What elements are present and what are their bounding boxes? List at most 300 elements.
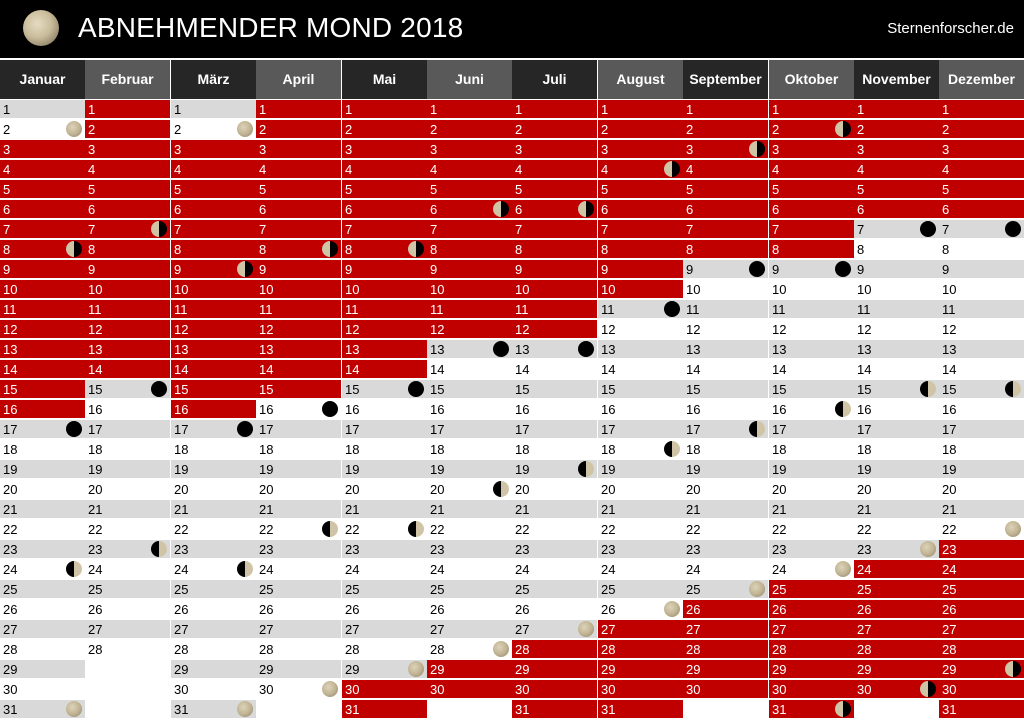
first-quarter-icon <box>749 421 765 437</box>
day-cell <box>342 640 427 659</box>
day-number: 20 <box>772 482 787 497</box>
day-number: 16 <box>857 402 872 417</box>
day-number: 23 <box>345 542 360 557</box>
day-number: 12 <box>772 322 787 337</box>
day-number: 30 <box>3 682 18 697</box>
day-number: 28 <box>686 642 701 657</box>
day-number: 31 <box>942 702 957 717</box>
day-cell <box>769 420 854 439</box>
day-cell <box>427 460 512 479</box>
day-number: 3 <box>772 142 780 157</box>
day-cell <box>683 480 768 499</box>
last-quarter-icon <box>151 221 167 237</box>
day-cell <box>769 620 854 639</box>
day-number: 23 <box>857 542 872 557</box>
month-header: Juni <box>427 60 512 99</box>
full-moon-icon <box>578 621 594 637</box>
day-number: 7 <box>601 222 609 237</box>
month-header: Mai <box>342 60 427 99</box>
day-cell <box>256 440 341 459</box>
day-number: 28 <box>857 642 872 657</box>
day-cell <box>85 340 170 359</box>
day-cell <box>512 500 597 519</box>
day-number: 6 <box>259 202 267 217</box>
day-number: 9 <box>686 262 694 277</box>
day-cell <box>939 580 1024 599</box>
day-number: 21 <box>3 502 18 517</box>
day-cell <box>854 140 939 159</box>
day-cell <box>512 280 597 299</box>
day-cell <box>683 660 768 679</box>
day-cell <box>939 220 1024 239</box>
day-cell <box>512 700 597 719</box>
day-cell <box>342 260 427 279</box>
month-column-8 <box>598 60 683 722</box>
last-quarter-icon <box>578 201 594 217</box>
day-cell <box>769 680 854 699</box>
day-number: 19 <box>174 462 189 477</box>
day-cell <box>0 320 85 339</box>
day-cell <box>171 300 256 319</box>
day-number: 2 <box>772 122 780 137</box>
day-number: 27 <box>686 622 701 637</box>
day-number: 13 <box>3 342 18 357</box>
day-number: 8 <box>174 242 182 257</box>
day-cell <box>939 460 1024 479</box>
day-cell <box>769 120 854 139</box>
day-cell <box>427 660 512 679</box>
new-moon-icon <box>237 421 253 437</box>
day-cell <box>427 440 512 459</box>
day-number: 6 <box>942 202 950 217</box>
day-number: 8 <box>857 242 865 257</box>
day-number: 15 <box>345 382 360 397</box>
day-number: 4 <box>259 162 267 177</box>
day-number: 15 <box>430 382 445 397</box>
day-cell <box>598 360 683 379</box>
day-cell <box>854 340 939 359</box>
day-number: 31 <box>772 702 787 717</box>
last-quarter-icon <box>237 261 253 277</box>
day-cell <box>512 160 597 179</box>
day-cell <box>854 580 939 599</box>
day-number: 30 <box>345 682 360 697</box>
last-quarter-icon <box>835 121 851 137</box>
day-number: 4 <box>857 162 865 177</box>
day-cell <box>0 260 85 279</box>
day-cell <box>342 500 427 519</box>
day-number: 14 <box>515 362 530 377</box>
day-cell <box>256 600 341 619</box>
day-number: 25 <box>942 582 957 597</box>
day-number: 4 <box>174 162 182 177</box>
day-number: 25 <box>174 582 189 597</box>
day-number: 7 <box>942 222 950 237</box>
day-cell <box>939 600 1024 619</box>
day-number: 22 <box>259 522 274 537</box>
day-number: 17 <box>259 422 274 437</box>
day-number: 25 <box>686 582 701 597</box>
day-cell <box>0 640 85 659</box>
day-number: 29 <box>259 662 274 677</box>
day-cell <box>256 400 341 419</box>
day-cell <box>85 460 170 479</box>
day-cell <box>85 160 170 179</box>
day-number: 10 <box>942 282 957 297</box>
day-number: 26 <box>3 602 18 617</box>
day-number: 20 <box>942 482 957 497</box>
day-number: 31 <box>174 702 189 717</box>
day-number: 26 <box>772 602 787 617</box>
day-cell <box>598 320 683 339</box>
day-number: 8 <box>686 242 694 257</box>
day-cell <box>854 680 939 699</box>
day-cell <box>598 620 683 639</box>
day-number: 18 <box>430 442 445 457</box>
day-number: 17 <box>174 422 189 437</box>
day-cell <box>256 260 341 279</box>
day-cell <box>0 100 85 119</box>
day-cell <box>769 580 854 599</box>
day-cell <box>683 540 768 559</box>
new-moon-icon <box>749 261 765 277</box>
day-cell <box>512 100 597 119</box>
day-number: 11 <box>686 302 700 317</box>
day-cell <box>427 640 512 659</box>
day-cell <box>512 340 597 359</box>
day-cell <box>769 260 854 279</box>
day-number: 17 <box>942 422 957 437</box>
day-cell <box>769 460 854 479</box>
day-cell <box>683 340 768 359</box>
first-quarter-icon <box>408 521 424 537</box>
day-number: 1 <box>601 102 609 117</box>
day-number: 1 <box>345 102 353 117</box>
day-number: 18 <box>174 442 189 457</box>
day-number: 12 <box>3 322 18 337</box>
day-cell <box>854 480 939 499</box>
day-cell <box>683 440 768 459</box>
day-number: 1 <box>942 102 950 117</box>
day-number: 20 <box>88 482 103 497</box>
day-cell <box>256 300 341 319</box>
day-cell <box>427 320 512 339</box>
day-number: 25 <box>3 582 18 597</box>
day-cell <box>0 160 85 179</box>
day-number: 25 <box>430 582 445 597</box>
day-number: 21 <box>345 502 360 517</box>
day-cell <box>427 580 512 599</box>
day-number: 26 <box>174 602 189 617</box>
day-number: 18 <box>88 442 103 457</box>
day-number: 6 <box>174 202 182 217</box>
day-number: 9 <box>345 262 353 277</box>
day-number: 18 <box>515 442 530 457</box>
day-number: 19 <box>430 462 445 477</box>
day-cell <box>171 200 256 219</box>
day-number: 30 <box>174 682 189 697</box>
day-number: 30 <box>942 682 957 697</box>
day-number: 5 <box>515 182 523 197</box>
day-number: 8 <box>601 242 609 257</box>
header-bar <box>0 0 1024 58</box>
last-quarter-icon <box>66 241 82 257</box>
day-cell <box>512 560 597 579</box>
day-cell <box>854 200 939 219</box>
day-cell <box>939 260 1024 279</box>
day-number: 12 <box>430 322 445 337</box>
day-number: 27 <box>259 622 274 637</box>
day-number: 28 <box>174 642 189 657</box>
day-cell <box>342 560 427 579</box>
day-number: 18 <box>345 442 360 457</box>
day-number: 1 <box>88 102 96 117</box>
day-number: 10 <box>259 282 274 297</box>
day-number: 31 <box>345 702 360 717</box>
day-cell <box>427 340 512 359</box>
day-number: 20 <box>857 482 872 497</box>
page-title: ABNEHMENDER MOND 2018 <box>78 12 464 43</box>
day-number: 13 <box>259 342 274 357</box>
day-number: 9 <box>259 262 267 277</box>
day-cell <box>427 680 512 699</box>
day-cell <box>598 560 683 579</box>
day-number: 16 <box>259 402 274 417</box>
day-cell <box>0 600 85 619</box>
day-cell <box>256 380 341 399</box>
first-quarter-icon <box>493 481 509 497</box>
day-cell <box>171 540 256 559</box>
day-number: 21 <box>601 502 616 517</box>
day-number: 21 <box>515 502 530 517</box>
day-number: 13 <box>942 342 957 357</box>
day-cell <box>0 420 85 439</box>
day-cell <box>939 680 1024 699</box>
day-cell <box>769 440 854 459</box>
day-cell <box>683 180 768 199</box>
day-number: 18 <box>857 442 872 457</box>
day-number: 13 <box>857 342 872 357</box>
day-number: 22 <box>857 522 872 537</box>
day-number: 5 <box>174 182 182 197</box>
month-column-11 <box>854 60 939 722</box>
day-cell <box>85 260 170 279</box>
day-cell <box>854 520 939 539</box>
day-cell <box>512 620 597 639</box>
day-cell <box>598 180 683 199</box>
day-number: 24 <box>88 562 103 577</box>
day-number: 15 <box>601 382 616 397</box>
day-cell <box>598 480 683 499</box>
day-cell <box>427 240 512 259</box>
day-cell <box>854 500 939 519</box>
day-cell <box>854 440 939 459</box>
day-number: 29 <box>174 662 189 677</box>
day-cell <box>854 100 939 119</box>
day-number: 7 <box>88 222 96 237</box>
day-cell <box>854 420 939 439</box>
day-cell <box>0 280 85 299</box>
day-number: 19 <box>601 462 616 477</box>
day-cell <box>85 400 170 419</box>
day-number: 14 <box>772 362 787 377</box>
day-number: 6 <box>515 202 523 217</box>
day-number: 28 <box>772 642 787 657</box>
day-number: 2 <box>942 122 950 137</box>
day-cell <box>939 160 1024 179</box>
day-cell <box>85 220 170 239</box>
day-cell <box>171 120 256 139</box>
day-cell <box>427 420 512 439</box>
day-number: 2 <box>686 122 694 137</box>
day-number: 29 <box>772 662 787 677</box>
day-number: 5 <box>686 182 694 197</box>
day-cell <box>683 100 768 119</box>
day-number: 12 <box>174 322 189 337</box>
day-number: 10 <box>3 282 18 297</box>
day-number: 17 <box>601 422 616 437</box>
day-number: 26 <box>259 602 274 617</box>
day-number: 11 <box>88 302 102 317</box>
day-cell <box>598 440 683 459</box>
day-cell <box>683 220 768 239</box>
day-number: 4 <box>772 162 780 177</box>
full-moon-icon <box>66 701 82 717</box>
month-header: Januar <box>0 60 85 99</box>
day-number: 14 <box>345 362 360 377</box>
day-number: 1 <box>430 102 438 117</box>
day-cell <box>939 180 1024 199</box>
day-number: 29 <box>857 662 872 677</box>
day-number: 25 <box>88 582 103 597</box>
day-number: 18 <box>601 442 616 457</box>
day-cell <box>854 540 939 559</box>
day-cell <box>598 580 683 599</box>
day-number: 26 <box>601 602 616 617</box>
day-number: 11 <box>430 302 444 317</box>
full-moon-icon <box>237 121 253 137</box>
day-number: 1 <box>857 102 865 117</box>
day-number: 6 <box>772 202 780 217</box>
day-number: 26 <box>88 602 103 617</box>
day-number: 29 <box>601 662 616 677</box>
day-number: 22 <box>942 522 957 537</box>
day-cell <box>769 300 854 319</box>
day-number: 10 <box>515 282 530 297</box>
day-cell <box>171 700 256 719</box>
day-cell <box>427 220 512 239</box>
month-header: April <box>256 60 341 99</box>
day-cell <box>256 140 341 159</box>
day-cell <box>342 680 427 699</box>
day-number: 8 <box>942 242 950 257</box>
day-cell <box>0 560 85 579</box>
day-cell <box>256 220 341 239</box>
day-number: 9 <box>857 262 865 277</box>
day-number: 20 <box>174 482 189 497</box>
day-number: 20 <box>345 482 360 497</box>
day-cell <box>342 420 427 439</box>
new-moon-icon <box>66 421 82 437</box>
day-number: 24 <box>772 562 787 577</box>
day-number: 25 <box>772 582 787 597</box>
day-number: 4 <box>515 162 523 177</box>
day-cell <box>854 380 939 399</box>
day-number: 23 <box>430 542 445 557</box>
day-number: 20 <box>3 482 18 497</box>
day-cell <box>256 200 341 219</box>
day-cell <box>854 640 939 659</box>
day-cell <box>769 600 854 619</box>
day-number: 15 <box>259 382 274 397</box>
day-cell <box>171 280 256 299</box>
day-cell <box>939 540 1024 559</box>
day-number: 19 <box>686 462 701 477</box>
day-cell <box>512 380 597 399</box>
day-number: 5 <box>601 182 609 197</box>
day-number: 19 <box>515 462 530 477</box>
day-cell <box>854 620 939 639</box>
day-cell <box>0 660 85 679</box>
day-cell <box>256 180 341 199</box>
day-number: 14 <box>601 362 616 377</box>
day-cell <box>512 420 597 439</box>
day-cell <box>85 120 170 139</box>
day-cell <box>683 240 768 259</box>
day-cell <box>85 280 170 299</box>
month-column-9 <box>683 60 768 722</box>
day-number: 22 <box>3 522 18 537</box>
day-cell <box>683 360 768 379</box>
first-quarter-icon <box>322 521 338 537</box>
day-cell <box>939 400 1024 419</box>
month-header: Juli <box>512 60 597 99</box>
day-number: 5 <box>857 182 865 197</box>
day-number: 25 <box>515 582 530 597</box>
last-quarter-icon <box>664 161 680 177</box>
day-cell <box>256 360 341 379</box>
day-cell <box>342 180 427 199</box>
day-cell <box>427 500 512 519</box>
day-number: 3 <box>857 142 865 157</box>
day-number: 30 <box>601 682 616 697</box>
day-cell <box>0 120 85 139</box>
day-number: 5 <box>259 182 267 197</box>
day-number: 7 <box>345 222 353 237</box>
day-number: 24 <box>515 562 530 577</box>
day-cell <box>427 140 512 159</box>
day-cell <box>598 500 683 519</box>
day-cell <box>427 600 512 619</box>
day-cell <box>854 160 939 179</box>
month-header: November <box>854 60 939 99</box>
day-cell <box>769 500 854 519</box>
day-cell <box>598 680 683 699</box>
first-quarter-icon <box>578 461 594 477</box>
day-cell <box>171 260 256 279</box>
day-cell <box>598 660 683 679</box>
day-number: 12 <box>942 322 957 337</box>
day-cell <box>854 560 939 579</box>
day-cell <box>0 300 85 319</box>
day-number: 6 <box>345 202 353 217</box>
full-moon-icon <box>493 641 509 657</box>
day-cell <box>427 280 512 299</box>
full-moon-icon <box>920 541 936 557</box>
day-cell <box>427 200 512 219</box>
day-number: 4 <box>686 162 694 177</box>
day-number: 30 <box>686 682 701 697</box>
